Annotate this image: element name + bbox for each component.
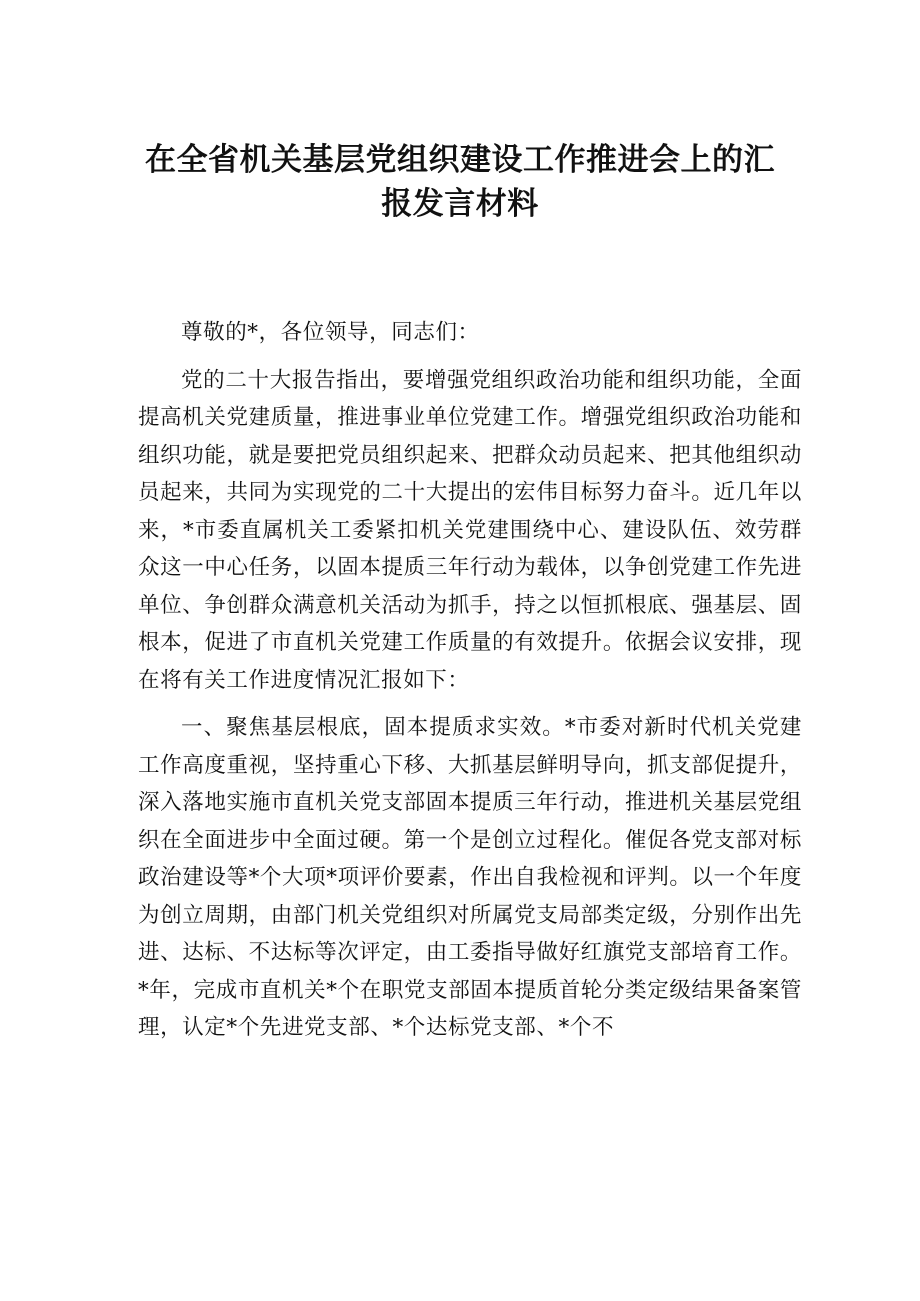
salutation: 尊敬的*，各位领导，同志们： xyxy=(181,320,480,345)
paragraph-2: 一、聚焦基层根底，固本提质求实效。*市委对新时代机关党建工作高度重视，坚持重心下移、大抓基层鲜明导向，抓支部促提升，深入落地实施市直机关党支部固本提质三年行动，推进机关基层党组织在全面进步中全面过硬。第一个是创立过程化。催促各党支部对标政治建设等*个大项*项评价要素，作出自我检视和评判。以一个年度为创立周期，由部门机关党组织对所属党支局部类定级，分别作出先进、达标、不达标等次评定，由工委指导做好红旗党支部培育工作。*年，完成市直机关*个在职党支部固本提质首轮分类定级结果备案管理，认定*个先进党支部、*个达标党支部、*个不 xyxy=(138,715,802,1040)
document-body xyxy=(138,314,802,1047)
title-line-2: 报发言材料 xyxy=(381,186,539,222)
paragraph-1: 党的二十大报告指出，要增强党组织政治功能和组织功能，全面提高机关党建质量，推进事业单位党建工作。增强党组织政治功能和组织功能，就是要把党员组织起来、把群众动员起来、把其他组织动员起来，共同为实现党的二十大提出的宏伟目标努力奋斗。近几年以来，*市委直属机关工委紧扣机关党建围绕中心、建设队伍、效劳群众这一中心任务，以固本提质三年行动为载体，以争创党建工作先进单位、争创群众满意机关活动为抓手，持之以恒抓根底、强基层、固根本，促进了市直机关党建工作质量的有效提升。依据会议安排，现在将有关工作进度情况汇报如下： xyxy=(138,367,802,693)
title-line-1: 在全省机关基层党组织建设工作推进会上的汇 xyxy=(145,142,775,178)
document-title xyxy=(135,138,785,226)
